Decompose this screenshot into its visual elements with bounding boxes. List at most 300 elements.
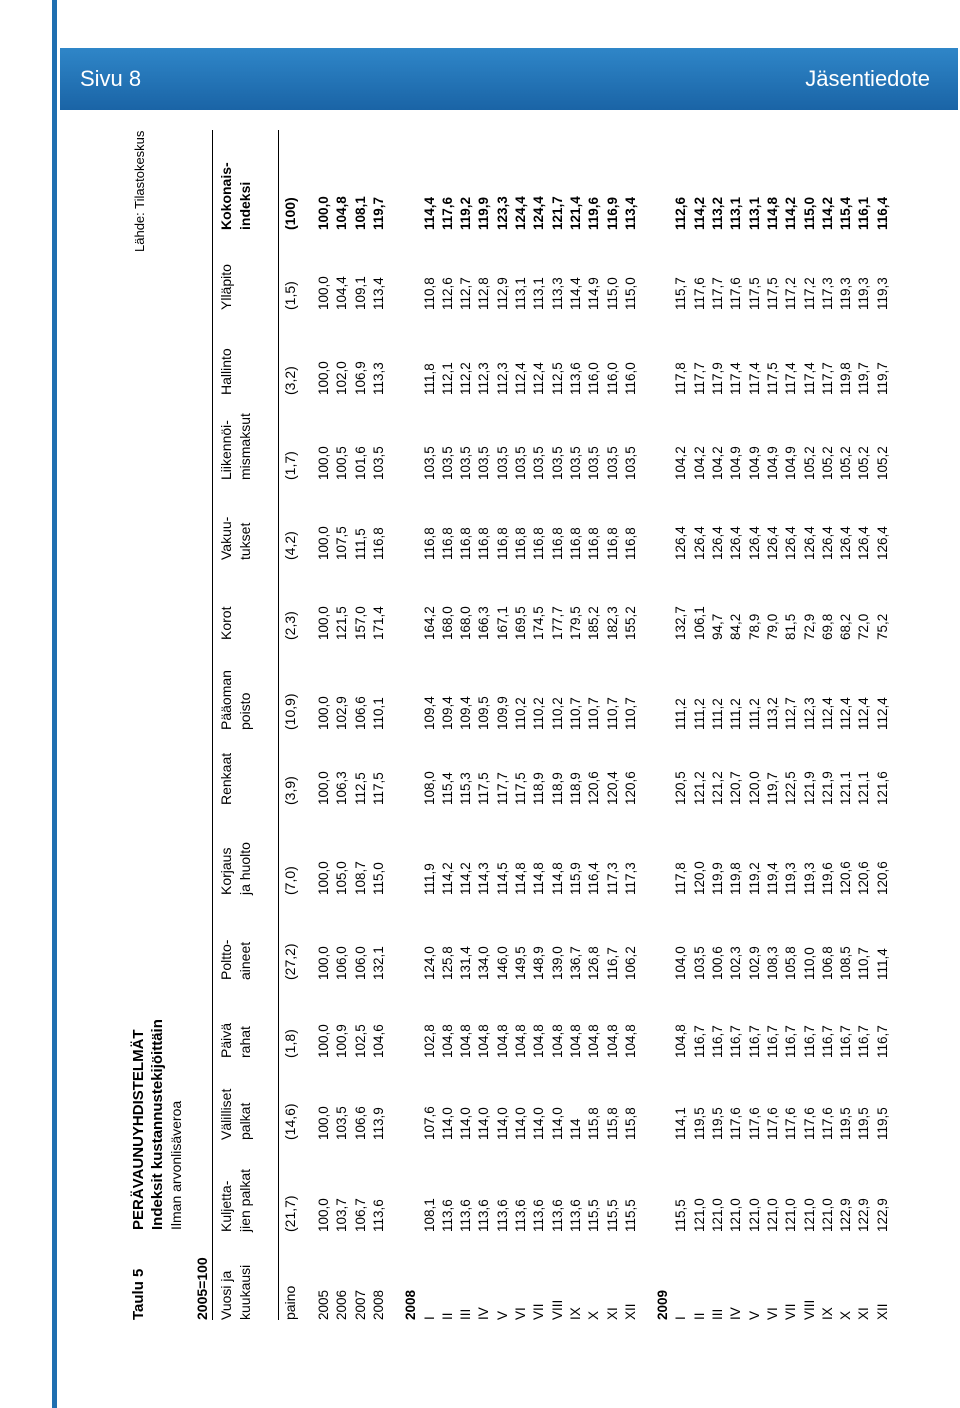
- table-cell: 114,0: [549, 1107, 565, 1140]
- table-cell: 126,4: [673, 526, 689, 560]
- table-cell: 116,8: [494, 527, 510, 560]
- table-cell: 108,5: [838, 946, 854, 980]
- table-cell: 126,4: [746, 526, 762, 560]
- table-cell: 104,8: [334, 196, 350, 230]
- column-header-12-line-0: Ylläpito: [218, 264, 234, 310]
- table-cell: 112,5: [352, 772, 368, 805]
- table-cell: 114: [567, 1118, 583, 1140]
- table-cell: 122,9: [874, 1198, 890, 1232]
- table-cell: 117,6: [783, 1107, 799, 1140]
- table-cell: 115,0: [622, 277, 638, 310]
- table-cell: 106,6: [352, 1106, 368, 1140]
- table-cell: 100,0: [316, 1106, 331, 1140]
- table-cell: 100,0: [316, 946, 331, 980]
- table-cell: 110,7: [856, 947, 872, 980]
- table-cell: 110,2: [549, 697, 565, 730]
- table-cell: 120,6: [874, 861, 890, 895]
- table-cell: 117,7: [691, 362, 707, 395]
- table-cell: 103,5: [494, 446, 510, 480]
- table-cell: 72,0: [856, 613, 872, 640]
- column-header-3-line-1: rahat: [237, 1026, 253, 1058]
- table-cell: 102,3: [728, 946, 744, 980]
- table-cell: 114,5: [494, 862, 510, 895]
- table-cell: 111,2: [673, 698, 689, 730]
- table-cell: 114,0: [476, 1107, 492, 1140]
- table-cell: 126,4: [710, 526, 725, 560]
- table-cell: 115,4: [838, 196, 854, 230]
- table-cell: 113,1: [531, 277, 547, 310]
- table-cell: 121,0: [783, 1198, 799, 1232]
- column-header-10-line-1: mismaksut: [237, 413, 253, 480]
- table-cell: 112,6: [673, 196, 689, 230]
- table-cell: 110,7: [586, 697, 602, 730]
- table-cell: 109,5: [476, 696, 492, 730]
- table-cell: 121,6: [874, 771, 890, 805]
- table-cell: 112,6: [439, 277, 455, 310]
- table-cell: 103,5: [567, 446, 583, 480]
- table-cell: 100,0: [316, 276, 331, 310]
- table-cell: 100,5: [334, 446, 350, 480]
- table-cell: 111,2: [691, 698, 707, 730]
- table-cell: 121,0: [746, 1198, 762, 1232]
- table-cell: 120,0: [746, 771, 762, 805]
- table-cell: 169,5: [513, 606, 528, 640]
- weight-cell-5: (7,0): [282, 866, 298, 895]
- table-cell: 121,2: [710, 771, 725, 805]
- year-row-label: 2008: [370, 1289, 386, 1320]
- table-cell: 126,4: [728, 526, 744, 560]
- table-cell: 113,6: [476, 1199, 492, 1232]
- table-cell: 117,8: [673, 862, 689, 895]
- table-cell: 117,5: [370, 772, 386, 805]
- table-cell: 121,0: [764, 1198, 780, 1232]
- table-cell: 182,3: [604, 606, 620, 640]
- table-cell: 108,7: [352, 861, 368, 895]
- table-cell: 113,6: [513, 1199, 528, 1232]
- table-cell: 122,9: [838, 1198, 854, 1232]
- month-row-label: VIII: [801, 1299, 817, 1320]
- month-row-label: I: [421, 1316, 437, 1320]
- table-cell: 119,3: [856, 277, 872, 310]
- table-note: Ilman arvonlisäveroa: [168, 1100, 184, 1230]
- weight-cell-3: (1,8): [282, 1029, 298, 1058]
- table-cell: 166,3: [476, 606, 492, 640]
- table-cell: 116,8: [604, 527, 620, 560]
- table-cell: 117,4: [746, 362, 762, 395]
- table-cell: 106,0: [352, 946, 368, 980]
- table-cell: 104,9: [764, 446, 780, 480]
- weight-cell-9: (4,2): [282, 531, 298, 560]
- table-cell: 72,9: [801, 613, 817, 640]
- base-year: 2005=100: [194, 1257, 210, 1320]
- table-cell: 104,8: [476, 1024, 492, 1058]
- table-cell: 185,2: [586, 606, 602, 640]
- table-cell: 118,9: [531, 772, 547, 805]
- month-row-label: XI: [856, 1307, 872, 1320]
- column-header-5-line-1: ja huolto: [237, 842, 253, 895]
- table-cell: 104,6: [370, 1024, 386, 1058]
- table-cell: 100,0: [316, 696, 331, 730]
- table-cell: 121,0: [710, 1198, 725, 1232]
- table-cell: 121,9: [819, 771, 835, 805]
- weight-cell-13: (100): [282, 197, 298, 230]
- table-cell: 171,4: [370, 606, 386, 640]
- column-header-3-line-0: Päivä: [218, 1022, 234, 1058]
- column-header-1-line-1: jien palkat: [237, 1168, 253, 1232]
- table-cell: 116,8: [421, 527, 437, 560]
- month-row-label: III: [458, 1308, 474, 1320]
- table-cell: 102,5: [352, 1024, 368, 1058]
- table-cell: 104,9: [746, 446, 762, 480]
- table-cell: 109,4: [439, 696, 455, 730]
- table-cell: 113,3: [549, 277, 565, 310]
- table-cell: 105,2: [838, 446, 854, 480]
- table-cell: 115,4: [439, 772, 455, 805]
- table-cell: 136,7: [567, 946, 583, 980]
- table-cell: 81,5: [783, 613, 799, 640]
- month-row-label: IX: [819, 1307, 835, 1320]
- table-cell: 116,4: [874, 196, 890, 230]
- table-cell: 119,2: [458, 196, 474, 230]
- table-cell: 100,0: [316, 526, 331, 560]
- table-number: Taulu 5: [130, 1268, 147, 1320]
- column-header-4-line-0: Poltto-: [218, 939, 234, 980]
- table-cell: 119,6: [819, 862, 835, 895]
- weight-cell-8: (2,3): [282, 611, 298, 640]
- table-cell: 116,7: [728, 1025, 744, 1058]
- table-cell: 112,4: [531, 362, 547, 395]
- column-header-0-line-1: kuukausi: [237, 1264, 253, 1320]
- table-cell: 115,5: [604, 1199, 620, 1232]
- table-cell: 104,2: [710, 446, 725, 480]
- table-cell: 106,0: [334, 946, 350, 980]
- table-cell: 119,3: [783, 862, 799, 895]
- table-cell: 119,5: [691, 1107, 707, 1140]
- table-cell: 113,2: [764, 697, 780, 730]
- table-cell: 110,1: [370, 697, 386, 730]
- table-cell: 116,9: [604, 196, 620, 230]
- table-cell: 120,5: [673, 771, 689, 805]
- table-cell: 116,1: [856, 196, 872, 230]
- table-cell: 112,3: [494, 362, 510, 395]
- table-cell: 103,5: [622, 446, 638, 480]
- table-cell: 119,8: [728, 862, 744, 895]
- table-cell: 117,7: [494, 772, 510, 805]
- table-cell: 126,4: [874, 526, 890, 560]
- table-cell: 106,1: [691, 606, 707, 640]
- table-cell: 112,5: [549, 362, 565, 395]
- table-cell: 117,5: [746, 277, 762, 310]
- month-row-label: VII: [783, 1303, 799, 1320]
- table-cell: 103,7: [334, 1198, 350, 1232]
- table-subtitle: Indeksit kustannustekijöittäin: [149, 1019, 166, 1230]
- table-cell: 120,4: [604, 771, 620, 805]
- table-cell: 100,0: [316, 606, 331, 640]
- table-cell: 116,7: [819, 1025, 835, 1058]
- table-cell: 117,6: [439, 196, 455, 230]
- table-cell: 119,7: [874, 362, 890, 395]
- table-cell: 114,8: [531, 862, 547, 895]
- column-header-13-line-1: indeksi: [237, 181, 253, 230]
- table-cell: 110,7: [604, 697, 620, 730]
- table-cell: 100,6: [710, 946, 725, 980]
- column-header-1-line-0: Kuljetta-: [218, 1180, 234, 1232]
- table-cell: 116,7: [604, 947, 620, 980]
- table-cell: 100,0: [316, 446, 331, 480]
- table-cell: 118,9: [567, 772, 583, 805]
- table-cell: 168,0: [458, 606, 474, 640]
- table-cell: 119,9: [710, 862, 725, 895]
- table-cell: 117,2: [783, 277, 799, 310]
- table-cell: 100,9: [334, 1024, 350, 1058]
- table-cell: 112,7: [783, 697, 799, 730]
- table-cell: 113,4: [370, 277, 386, 310]
- table-cell: 112,9: [494, 277, 510, 310]
- table-cell: 102,9: [334, 696, 350, 730]
- table-cell: 103,5: [458, 446, 474, 480]
- year-row-label: 2007: [352, 1289, 368, 1320]
- table-cell: 111,2: [746, 698, 762, 730]
- table-cell: 117,3: [604, 862, 620, 895]
- table-cell: 108,0: [421, 771, 437, 805]
- table-cell: 115,0: [604, 277, 620, 310]
- table-cell: 119,5: [710, 1107, 725, 1140]
- table-cell: 119,7: [764, 772, 780, 805]
- table-cell: 168,0: [439, 606, 455, 640]
- table-cell: 112,4: [838, 697, 854, 730]
- left-accent-stripe: [52, 0, 57, 1408]
- table-cell: 113,6: [494, 1199, 510, 1232]
- table-cell: 103,5: [549, 446, 565, 480]
- table-cell: 109,1: [352, 276, 368, 310]
- table-cell: 121,5: [334, 606, 350, 640]
- table-cell: 117,4: [801, 362, 817, 395]
- table-cell: 106,9: [352, 361, 368, 395]
- table-cell: 116,4: [586, 862, 602, 895]
- table-cell: 117,6: [746, 1107, 762, 1140]
- table-cell: 104,8: [622, 1024, 638, 1058]
- year-row-label: 2005: [316, 1289, 331, 1320]
- table-cell: 120,0: [691, 861, 707, 895]
- weights-rule: [278, 130, 279, 1320]
- table-cell: 117,4: [728, 362, 744, 395]
- table-cell: 112,8: [476, 277, 492, 310]
- table-cell: 116,8: [370, 527, 386, 560]
- table-cell: 104,8: [494, 1024, 510, 1058]
- table-cell: 103,5: [531, 446, 547, 480]
- table-cell: 69,8: [819, 613, 835, 640]
- table-cell: 117,4: [783, 362, 799, 395]
- weight-cell-10: (1,7): [282, 451, 298, 480]
- table-cell: 124,0: [421, 946, 437, 980]
- table-cell: 117,6: [691, 277, 707, 310]
- table-cell: 117,8: [673, 362, 689, 395]
- table-cell: 116,8: [586, 527, 602, 560]
- table-cell: 100,0: [316, 771, 331, 805]
- table-cell: 116,0: [586, 362, 602, 395]
- table-cell: 122,9: [856, 1198, 872, 1232]
- table-cell: 121,1: [856, 771, 872, 805]
- table-cell: 107,6: [421, 1106, 437, 1140]
- weight-cell-0: paino: [282, 1285, 298, 1320]
- table-cell: 110,2: [531, 697, 547, 730]
- table-cell: 119,6: [586, 196, 602, 230]
- table-cell: 106,7: [352, 1198, 368, 1232]
- table-cell: 116,8: [458, 527, 474, 560]
- table-cell: 126,8: [586, 946, 602, 980]
- table-cell: 108,1: [421, 1198, 437, 1232]
- table-cell: 164,2: [421, 606, 437, 640]
- column-header-7-line-1: poisto: [237, 692, 253, 730]
- table-cell: 106,8: [819, 946, 835, 980]
- table-cell: 149,5: [513, 946, 528, 980]
- header-row: [218, 120, 258, 1320]
- table-cell: 126,4: [783, 526, 799, 560]
- table-cell: 119,7: [856, 362, 872, 395]
- column-header-0-line-0: Vuosi ja: [218, 1270, 234, 1320]
- table-cell: 113,6: [370, 1199, 386, 1232]
- column-header-6-line-0: Renkaat: [218, 752, 234, 805]
- table-cell: 119,3: [801, 862, 817, 895]
- month-row-label: VI: [764, 1307, 780, 1320]
- year-section-heading: 2008: [403, 1289, 419, 1320]
- table-cell: 112,4: [856, 697, 872, 730]
- table-cell: 104,2: [673, 446, 689, 480]
- table-cell: 117,6: [728, 277, 744, 310]
- table-cell: 117,3: [622, 862, 638, 895]
- table-cell: 113,6: [567, 1199, 583, 1232]
- table-cell: 113,6: [439, 1199, 455, 1232]
- table-cell: 101,6: [352, 446, 368, 480]
- table-cell: 121,1: [838, 771, 854, 805]
- table-cell: 79,0: [764, 613, 780, 640]
- table-cell: 121,0: [691, 1198, 707, 1232]
- table-cell: 116,7: [783, 1025, 799, 1058]
- table-cell: 100,0: [316, 1198, 331, 1232]
- table-cell: 119,3: [838, 277, 854, 310]
- table-cell: 108,3: [764, 946, 780, 980]
- table-cell: 120,6: [586, 771, 602, 805]
- table-cell: 167,1: [494, 606, 510, 640]
- table-cell: 119,9: [476, 196, 492, 230]
- table-cell: 126,4: [819, 526, 835, 560]
- month-row-label: VIII: [549, 1299, 565, 1320]
- table-cell: 117,6: [764, 1107, 780, 1140]
- table-cell: 107,5: [334, 526, 350, 560]
- table-cell: 111,5: [352, 528, 368, 560]
- table-cell: 103,5: [691, 946, 707, 980]
- column-header-11-line-0: Hallinto: [218, 348, 234, 395]
- table-cell: 103,5: [586, 446, 602, 480]
- table-cell: 109,4: [421, 696, 437, 730]
- month-row-label: I: [673, 1316, 689, 1320]
- table-cell: 177,7: [549, 606, 565, 640]
- column-header-2-line-1: palkat: [237, 1102, 253, 1140]
- table-source: Lähde: Tilastokeskus: [132, 130, 147, 252]
- table-cell: 117,7: [710, 277, 725, 310]
- table-cell: 115,5: [586, 1199, 602, 1232]
- table-cell: 104,9: [728, 446, 744, 480]
- table-cell: 100,0: [316, 361, 331, 395]
- table-cell: 116,7: [801, 1025, 817, 1058]
- table-cell: 94,7: [710, 613, 725, 640]
- table-cell: 116,0: [622, 362, 638, 395]
- table-cell: 117,5: [764, 362, 780, 395]
- table-cell: 116,7: [710, 1025, 725, 1058]
- table-cell: 117,6: [728, 1107, 744, 1140]
- weight-cell-7: (10,9): [282, 693, 298, 730]
- month-row-label: IV: [476, 1307, 492, 1320]
- month-row-label: VI: [513, 1307, 528, 1320]
- weight-cell-11: (3,2): [282, 366, 298, 395]
- table-cell: 104,8: [458, 1024, 474, 1058]
- table-cell: 105,8: [783, 946, 799, 980]
- table-cell: 104,8: [439, 1024, 455, 1058]
- table-cell: 102,0: [334, 361, 350, 395]
- table-cell: 84,2: [728, 613, 744, 640]
- table-cell: 110,2: [513, 697, 528, 730]
- table-cell: 117,9: [710, 362, 725, 395]
- table-cell: 119,3: [874, 277, 890, 310]
- weight-cell-4: (27,2): [282, 943, 298, 980]
- table-cell: 146,0: [494, 946, 510, 980]
- month-row-label: XI: [604, 1307, 620, 1320]
- table-cell: 104,9: [783, 446, 799, 480]
- weights-row: [282, 120, 302, 1320]
- column-header-9-line-0: Vakuu-: [218, 516, 234, 560]
- table-cell: 111,2: [728, 698, 744, 730]
- column-header-13-line-0: Kokonais-: [218, 162, 234, 230]
- table-cell: 112,1: [439, 362, 455, 395]
- table-cell: 131,4: [458, 946, 474, 980]
- table-cell: 113,6: [458, 1199, 474, 1232]
- table-cell: 117,7: [819, 362, 835, 395]
- table-cell: 115,5: [622, 1199, 638, 1232]
- table-cell: 134,0: [476, 946, 492, 980]
- table-cell: 116,8: [531, 527, 547, 560]
- table-cell: 125,8: [439, 946, 455, 980]
- year-section-heading: 2009: [655, 1289, 671, 1320]
- table-cell: 105,0: [334, 861, 350, 895]
- table-cell: 116,7: [856, 1025, 872, 1058]
- table-cell: 105,2: [819, 446, 835, 480]
- year-row-label: 2006: [334, 1289, 350, 1320]
- table-cell: 174,5: [531, 606, 547, 640]
- table-cell: 121,4: [567, 196, 583, 230]
- table-cell: 124,4: [531, 196, 547, 230]
- table-cell: 113,9: [370, 1107, 386, 1140]
- table-cell: 104,8: [513, 1024, 528, 1058]
- column-header-4-line-1: aineet: [237, 941, 253, 980]
- column-header-7-line-0: Pääoman: [218, 670, 234, 730]
- table-cell: 114,2: [458, 862, 474, 895]
- table-cell: 115,8: [604, 1107, 620, 1140]
- month-row-label: IX: [567, 1307, 583, 1320]
- table-cell: 110,8: [421, 277, 437, 310]
- table-cell: 126,4: [691, 526, 707, 560]
- month-row-label: II: [439, 1312, 455, 1320]
- table-cell: 148,9: [531, 946, 547, 980]
- table-cell: 102,8: [421, 1024, 437, 1058]
- table-cell: 117,5: [764, 277, 780, 310]
- table-cell: 112,3: [801, 697, 817, 730]
- table-cell: 116,0: [604, 362, 620, 395]
- table-cell: 157,0: [352, 606, 368, 640]
- table-cell: 114,9: [586, 277, 602, 310]
- table-cell: 116,7: [764, 1025, 780, 1058]
- table-cell: 106,3: [334, 771, 350, 805]
- table-cell: 118,9: [549, 772, 565, 805]
